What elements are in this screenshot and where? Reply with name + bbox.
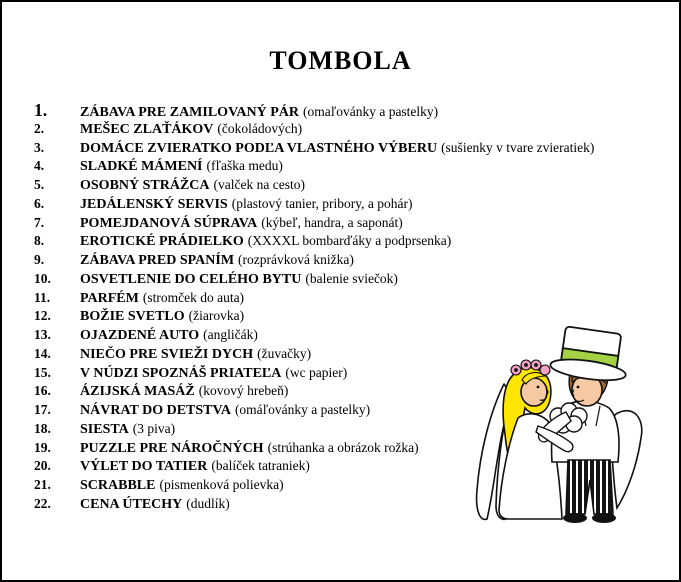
- prize-detail: (XXXXL bombarďáky a podprsenka): [247, 233, 452, 249]
- page-title: TOMBOLA: [269, 46, 412, 75]
- prize-name: PUZZLE PRE NÁROČNÝCH: [80, 440, 264, 456]
- prize-name: PARFÉM: [80, 290, 139, 306]
- groom-eye: [577, 386, 580, 389]
- prize-detail: (3 piva): [132, 420, 176, 436]
- item-number: 8.: [34, 233, 45, 249]
- prize-name: JEDÁLENSKÝ SERVIS: [80, 196, 228, 212]
- prize-name: VÝLET DO TATIER: [80, 459, 208, 475]
- list-item: [34, 289, 664, 308]
- prize-detail: (kovový hrebeň): [198, 383, 289, 399]
- prize-detail: (plastový tanier, pribory, a pohár): [231, 195, 413, 211]
- list-item: [34, 232, 664, 251]
- item-number: 21.: [34, 477, 51, 492]
- item-number: 5.: [34, 177, 45, 192]
- prize-detail: (angličák): [203, 327, 258, 342]
- item-number: 2.: [34, 120, 45, 136]
- item-number: 18.: [34, 420, 51, 436]
- prize-name: NÁVRAT DO DETSTVA: [80, 403, 231, 418]
- list-item: [34, 270, 664, 289]
- item-number: 3.: [34, 139, 45, 155]
- item-number: 7.: [34, 214, 45, 230]
- groom-shoe: [592, 513, 616, 523]
- item-number: 20.: [34, 458, 51, 474]
- item-number: 12.: [34, 308, 51, 324]
- prize-name: NIEČO PRE SVIEŽI DYCH: [80, 346, 254, 362]
- bride-and-groom-illustration: [470, 328, 654, 538]
- prize-name: POMEJDANOVÁ SÚPRAVA: [80, 215, 258, 231]
- item-number: 15.: [34, 364, 51, 380]
- prize-detail: (kýbeľ, handra, a saponát): [261, 214, 403, 230]
- prize-detail: (valček na cesto): [213, 177, 305, 192]
- item-number: 11.: [34, 289, 51, 305]
- prize-name: SIESTA: [80, 421, 129, 437]
- list-item: [34, 214, 664, 233]
- item-number: 4.: [34, 158, 45, 174]
- item-number: 1.: [34, 100, 48, 120]
- prize-detail: (omáľovánky a pastelky): [234, 402, 371, 417]
- prize-name: SCRABBLE: [80, 478, 156, 493]
- prize-detail: (sušienky v tvare zvieratiek): [441, 139, 595, 155]
- groom-shoe: [563, 513, 587, 523]
- prize-name: MEŠEC ZLAŤÁKOV: [80, 121, 214, 137]
- prize-detail: (pismenková polievka): [159, 477, 284, 492]
- item-number: 6.: [34, 195, 45, 211]
- prize-detail: (strúhanka a obrázok rožka): [267, 439, 419, 455]
- prize-name: V NÚDZI SPOZNÁŠ PRIATEĽA: [80, 365, 282, 381]
- item-number: 17.: [34, 402, 51, 417]
- prize-detail: (žiarovka): [188, 308, 245, 324]
- item-number: 22.: [34, 495, 51, 511]
- groom-striped-trousers: [566, 460, 613, 514]
- item-number: 10.: [34, 270, 51, 286]
- list-item: [34, 176, 664, 195]
- prize-name: ÁZIJSKÁ MASÁŽ: [80, 384, 195, 400]
- item-number: 19.: [34, 439, 51, 455]
- prize-detail: (omaľovánky a pastelky): [302, 104, 439, 119]
- list-item: [34, 157, 664, 176]
- list-item: [34, 139, 664, 158]
- prize-name: OSVETLENIE DO CELÉHO BYTU: [80, 271, 302, 287]
- prize-detail: (fľaška medu): [206, 158, 283, 174]
- item-number: 14.: [34, 345, 51, 361]
- prize-detail: (dudlík): [186, 495, 230, 511]
- prize-detail: (žuvačky): [257, 345, 312, 361]
- item-number: 16.: [34, 383, 51, 399]
- prize-detail: (rozprávková knižka): [238, 252, 354, 267]
- item-number: 13.: [34, 327, 51, 342]
- list-item: [34, 195, 664, 214]
- list-item: [34, 307, 664, 326]
- list-item: [34, 120, 664, 139]
- item-number: 9.: [34, 252, 45, 267]
- bride-eye: [537, 386, 540, 389]
- prize-name: ZÁBAVA PRE ZAMILOVANÝ PÁR: [80, 105, 299, 120]
- prize-detail: (čokoládových): [217, 120, 303, 136]
- prize-name: ZÁBAVA PRED SPANÍM: [80, 253, 235, 268]
- list-item: [34, 251, 664, 270]
- prize-detail: (balenie sviečok): [305, 270, 398, 286]
- prize-name: DOMÁCE ZVIERATKO PODĽA VLASTNÉHO VÝBERU: [80, 140, 438, 156]
- prize-name: OJAZDENÉ AUTO: [80, 328, 200, 343]
- prize-detail: (balíček tatraniek): [211, 458, 310, 474]
- prize-name: SLADKÉ MÁMENÍ: [80, 159, 203, 175]
- prize-name: BOŽIE SVETLO: [80, 309, 185, 325]
- prize-detail: (wc papier): [285, 364, 348, 380]
- prize-name: OSOBNÝ STRÁŽCA: [80, 178, 210, 193]
- list-item: [34, 101, 664, 120]
- prize-name: EROTICKÉ PRÁDIELKO: [80, 234, 244, 250]
- groom-top-hat: [549, 325, 631, 384]
- prize-detail: (stromček do auta): [142, 289, 245, 305]
- prize-name: CENA ÚTECHY: [80, 496, 183, 512]
